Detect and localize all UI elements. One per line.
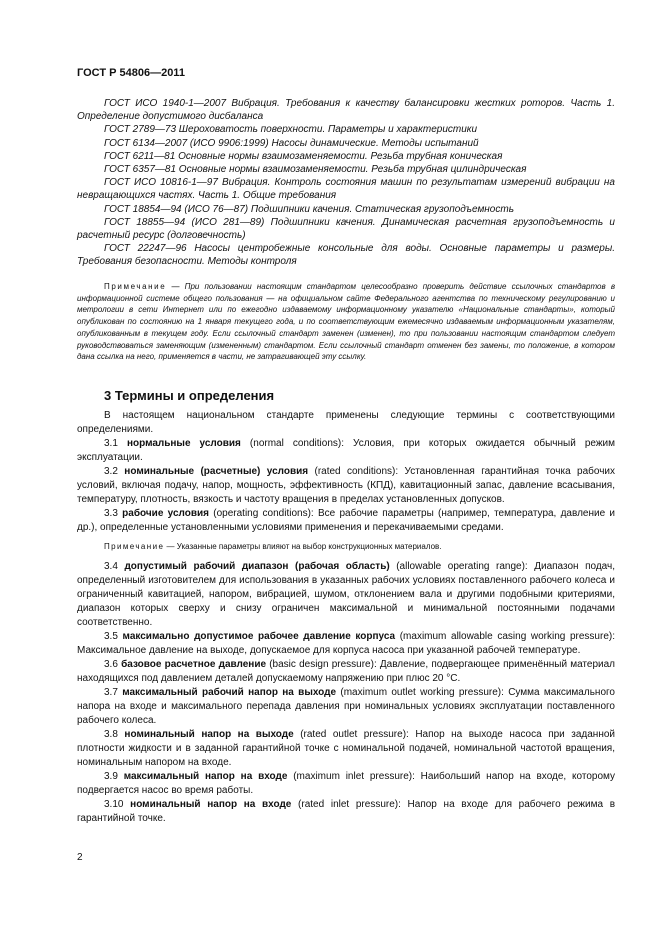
term-definition: (maximum allowable casing working pressure): Максимальное давление на выходе, допускаемое для корпуса насоса при указанной рабочей температуре. xyxy=(77,631,615,656)
term-name: допустимый рабочий диапазон (рабочая область) xyxy=(124,561,390,572)
reference-item: ГОСТ 18855—94 (ИСО 281—89) Подшипники качения. Динамическая расчетная грузоподъемность и расчетный ресурс (долговечность) xyxy=(77,216,615,242)
reference-item: ГОСТ 6211—81 Основные нормы взаимозаменяемости. Резьба трубная коническая xyxy=(104,150,503,162)
term-number: 3.8 xyxy=(104,729,118,740)
term-number: 3.5 xyxy=(104,631,118,642)
term-name: нормальные условия xyxy=(126,438,241,449)
term-number: 3.9 xyxy=(104,771,118,782)
note-text: — При пользовании настоящим стандартом целесообразно проверить действие ссылочных стандартов в информационной системе общего пользования — на официальном сайте Федерального агентства по техническому регулированию и метрологии в сети Интернет или по ежегодно издаваемому информационному указателю «Национальные стандарты», который опубликован по состоянию на 1 января текущего года, и по соответствующим ежемесячно издаваемым информационным указателям, опубликованным в текущем году. Если ссылочный стандарт заменен (изменен), то при пользовании настоящим стандартом следует руководствоваться заменяющим (измененным) стандартом. Если ссылочный стандарт отменен без замены, то положение, в котором дана ссылка на него, применяется в части, не затрагивающей эту ссылку. xyxy=(77,282,615,362)
term-name: номинальный напор на входе xyxy=(130,799,292,810)
term-name: максимальный напор на входе xyxy=(123,771,288,782)
term-name: номинальный напор на выходе xyxy=(124,729,294,740)
term-name: максимально допустимое рабочее давление корпуса xyxy=(122,631,396,642)
term-definition: (maximum inlet pressure): Наибольший напор на входе, которому подвергается насос во время работы. xyxy=(77,771,615,796)
term-number: 3.6 xyxy=(104,659,118,670)
term-number: 3.2 xyxy=(104,466,118,477)
term-3-4 xyxy=(77,560,615,630)
normative-references xyxy=(77,97,615,269)
term-definition: (basic design pressure): Давление, подвергающее применённый материал находящихся под давлением деталей допускаемому напряжению при плюс 20 °С. xyxy=(77,659,615,684)
document-header: ГОСТ Р 54806—2011 xyxy=(77,67,185,79)
term-3-1 xyxy=(77,437,615,465)
section-body xyxy=(77,409,615,826)
term-3-10 xyxy=(77,798,615,826)
note-label: Примечание xyxy=(104,282,167,291)
term-definition: (allowable operating range): Диапазон подач, определенный изготовителем для использования в указанных рабочих условиях поставленного рабочего колеса и ограниченный кавитацией, напором, вибрацией, шумом, отклонением вала и другими подобными критериями, диапазон которых сверху и снизу ограничен максимальной и минимальной постоянными подачами соответственно. xyxy=(77,561,616,628)
term-3-3 xyxy=(77,507,615,535)
reference-item: ГОСТ 6357—81 Основные нормы взаимозаменяемости. Резьба трубная цилиндрическая xyxy=(104,164,527,176)
reference-item: ГОСТ ИСО 10816-1—97 Вибрация. Контроль состояния машин по результатам измерений вибрации на невращающихся частях. Часть 1. Общие требования xyxy=(77,177,615,202)
term-number: 3.7 xyxy=(104,687,118,698)
term-number: 3.1 xyxy=(104,438,118,449)
note-text: — Указанные параметры влияют на выбор конструкционных материалов. xyxy=(164,542,442,551)
term-name: максимальный рабочий напор на выходе xyxy=(122,687,337,698)
term-definition: (operating conditions): Все рабочие параметры (например, температура, давление и др.), определенные установленными условиями применения и перекачиваемыми средами. xyxy=(77,508,615,533)
term-name: базовое расчетное давление xyxy=(121,659,267,670)
term-definition: (rated outlet pressure): Напор на выходе насоса при заданной плотности жидкости и в заданной гарантийной точке с номинальной подачей, номинальной частотой вращения, номинальным напором на входе. xyxy=(77,729,615,768)
term-definition: (rated inlet pressure): Напор на входе для рабочего режима в гарантийной точке. xyxy=(77,799,616,824)
reference-item: ГОСТ 22247—96 Насосы центробежные консольные для воды. Основные параметры и размеры. Требования безопасности. Методы контроля xyxy=(77,243,615,268)
term-number: 3.4 xyxy=(104,561,118,572)
term-3-5 xyxy=(77,630,615,658)
term-3-9 xyxy=(77,770,615,798)
operating-conditions-note xyxy=(77,541,615,553)
note-label: Примечание xyxy=(104,542,165,551)
intro-paragraph: В настоящем национальном стандарте применены следующие термины с соответствующими определениями. xyxy=(77,410,615,435)
term-name: номинальные (расчетные) условия xyxy=(124,466,309,477)
term-definition: (normal conditions): Условия, при которых ожидается обычный режим эксплуатации. xyxy=(77,438,615,463)
reference-item: ГОСТ ИСО 1940-1—2007 Вибрация. Требования к качеству балансировки жестких роторов. Часть 1. Определение допустимого дисбаланса xyxy=(77,98,615,123)
term-3-6 xyxy=(77,658,615,686)
reference-item: ГОСТ 6134—2007 (ИСО 9906:1999) Насосы динамические. Методы испытаний xyxy=(104,137,479,149)
term-3-2 xyxy=(77,465,615,507)
term-3-7 xyxy=(77,686,615,728)
term-definition: (rated conditions): Установленная гарантийная точка рабочих условий, включая подачу, напор, мощность, эффективность (КПД), кавитационный запас, давление всасывания, температуру, плотность, вязкость и частоту вращения в пределах установленных допусков. xyxy=(77,466,616,505)
reference-note xyxy=(77,281,615,363)
reference-item: ГОСТ 18854—94 (ИСО 76—87) Подшипники качения. Статическая грузоподъемность xyxy=(104,203,514,215)
term-number: 3.10 xyxy=(104,799,124,810)
term-number: 3.3 xyxy=(104,508,118,519)
reference-item: ГОСТ 2789—73 Шероховатость поверхности. Параметры и характеристики xyxy=(104,124,478,136)
term-3-8 xyxy=(77,728,615,770)
page-number: 2 xyxy=(77,852,83,863)
term-definition: (maximum outlet working pressure): Сумма максимального напора на входе и максимального перепада давления при номинальных условиях эксплуатации поставленного рабочего колеса. xyxy=(77,687,615,726)
term-name: рабочие условия xyxy=(122,508,209,519)
section-title: 3 Термины и определения xyxy=(104,388,275,403)
